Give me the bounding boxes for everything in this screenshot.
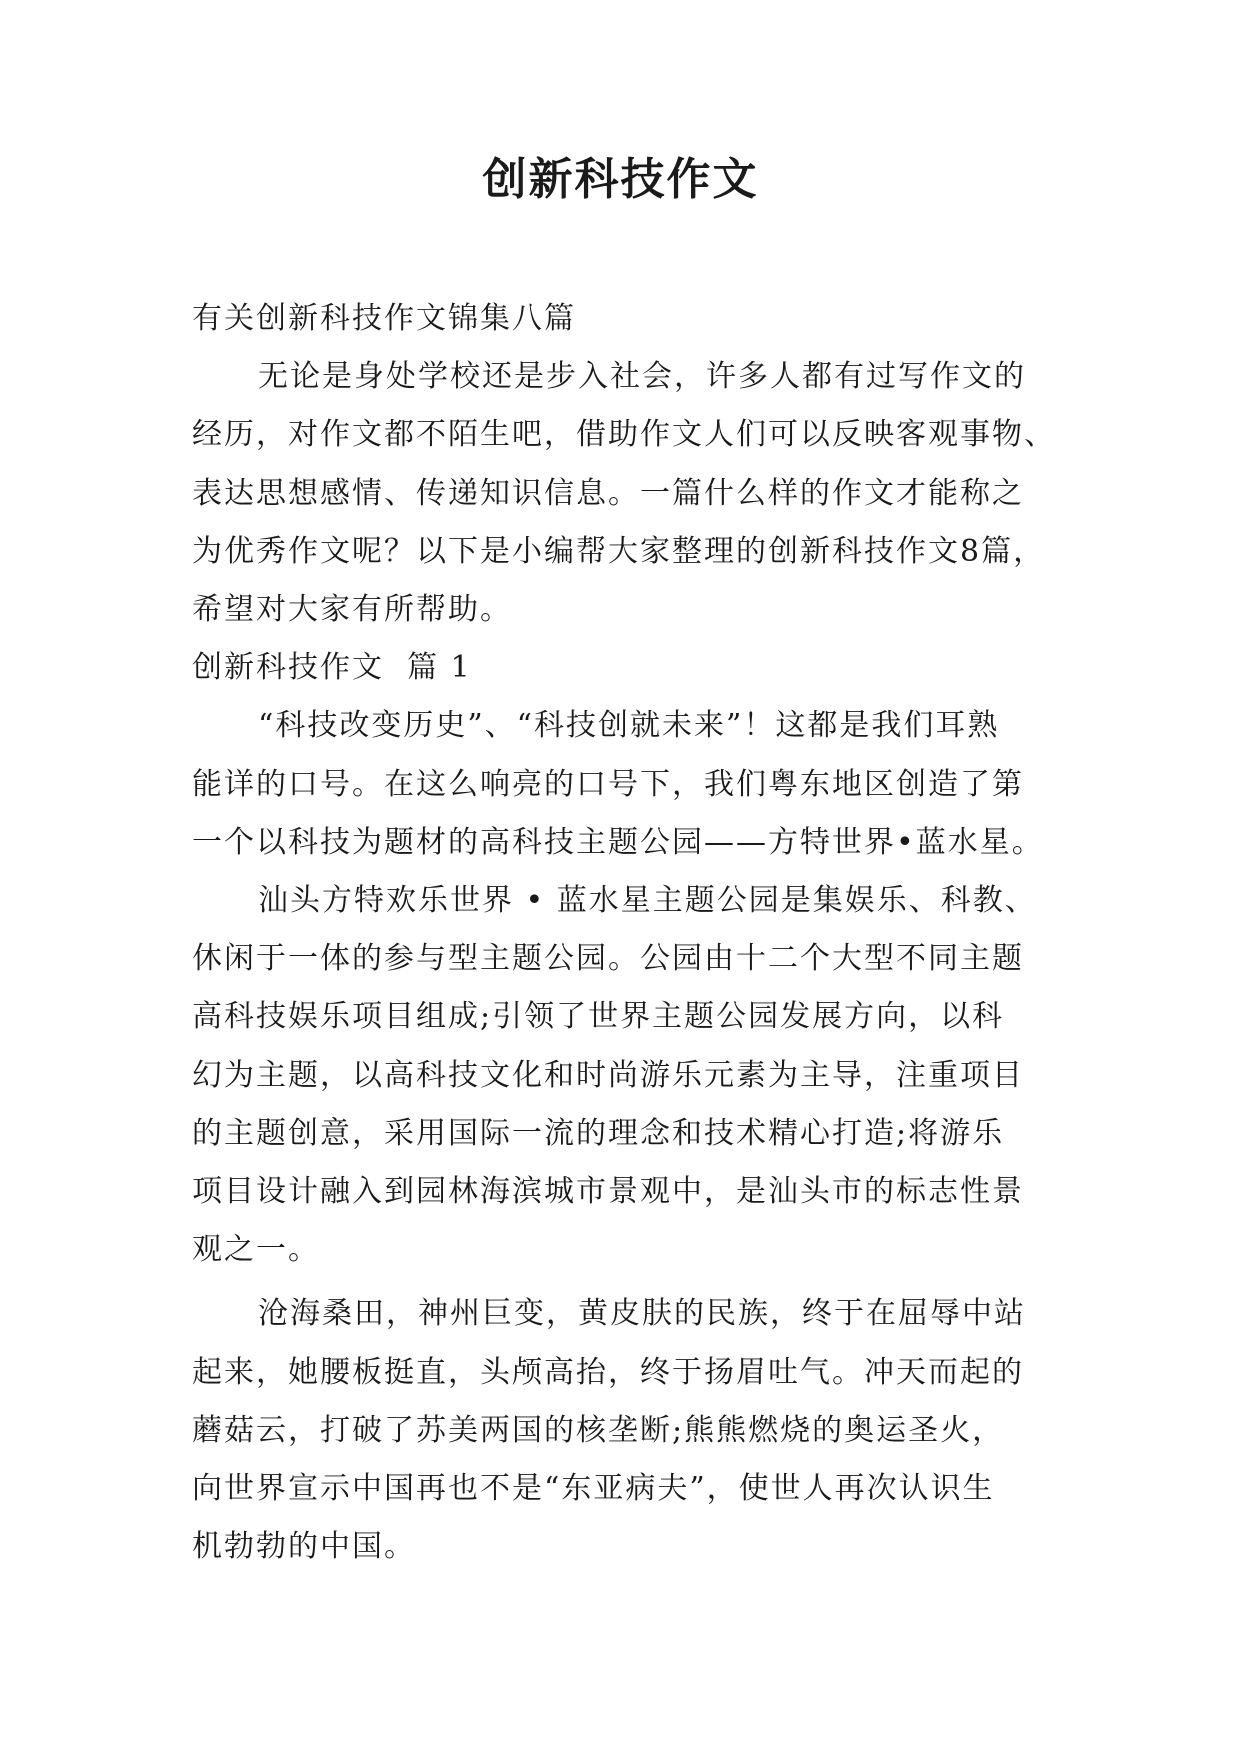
text-line: 休闲于一体的参与型主题公园。公园由十二个大型不同主题 — [192, 941, 1024, 977]
text-line: 起来，她腰板挺直，头颅高抬，终于扬眉吐气。冲天而起的 — [192, 1354, 1024, 1390]
text-line: 能详的口号。在这么响亮的口号下，我们粤东地区创造了第 — [192, 766, 1024, 802]
text-line: 项目设计融入到园林海滨城市景观中，是汕头市的标志性景 — [192, 1174, 1024, 1210]
document-title: 创新科技作文 — [482, 154, 759, 205]
text-line: 汕头方特欢乐世界 • 蓝水星主题公园是集娱乐、科教、 — [258, 883, 1037, 919]
text-line: 观之一。 — [192, 1232, 320, 1268]
text-line: 幻为主题，以高科技文化和时尚游乐元素为主导，注重项目 — [192, 1057, 1024, 1093]
body-paragraph-1 — [192, 697, 1062, 872]
intro-paragraph — [192, 348, 1062, 639]
text-line: 为优秀作文呢？以下是小编帮大家整理的创新科技作文8篇， — [192, 533, 1046, 569]
section-heading: 创新科技作文 篇 1 — [192, 650, 472, 686]
text-line: 沧海桑田，神州巨变，黄皮肤的民族，终于在屈辱中站 — [258, 1296, 1026, 1332]
text-line: 无论是身处学校还是步入社会，许多人都有过写作文的 — [258, 359, 1026, 395]
text-line: “科技改变历史”、“科技创就未来”！这都是我们耳熟 — [258, 708, 1000, 744]
document-body — [192, 290, 1062, 1576]
text-line: 高科技娱乐项目组成;引领了世界主题公园发展方向，以科 — [192, 999, 1005, 1035]
document-subtitle: 有关创新科技作文锦集八篇 — [192, 301, 576, 336]
text-line: 经历，对作文都不陌生吧，借助作文人们可以反映客观事物、 — [192, 417, 1056, 453]
text-line: 表达思想感情、传递知识信息。一篇什么样的作文才能称之 — [192, 475, 1024, 511]
text-line: 向世界宣示中国再也不是“东亚病夫”，使世人再次认识生 — [192, 1471, 995, 1507]
body-paragraph-2 — [192, 872, 1062, 1279]
text-line: 一个以科技为题材的高科技主题公园——方特世界•蓝水星。 — [192, 824, 1044, 860]
text-line: 蘑菇云，打破了苏美两国的核垄断;熊熊燃烧的奥运圣火， — [192, 1412, 1005, 1448]
text-line: 机勃勃的中国。 — [192, 1529, 416, 1565]
text-line: 的主题创意，采用国际一流的理念和技术精心打造;将游乐 — [192, 1115, 1005, 1151]
text-line: 希望对大家有所帮助。 — [192, 592, 512, 628]
body-paragraph-3 — [192, 1285, 1062, 1576]
